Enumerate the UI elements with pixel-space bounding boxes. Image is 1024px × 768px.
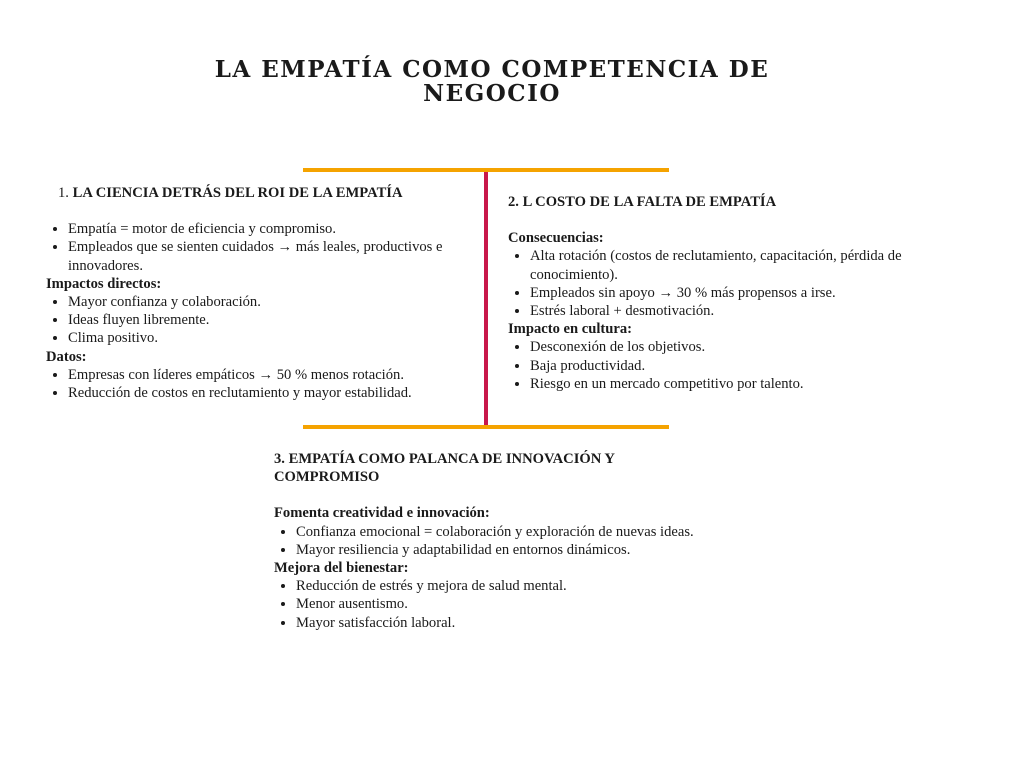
fomenta-list	[274, 523, 694, 559]
section-1-intro-list	[46, 220, 478, 275]
section-2-heading: 2. L COSTO DE LA FALTA DE EMPATÍA	[508, 194, 777, 210]
datos-list	[46, 366, 478, 402]
list-item: • Estrés laboral + desmotivación.	[530, 302, 974, 320]
center-divider-line	[484, 172, 488, 425]
list-item: • Mayor satisfacción laboral.	[296, 614, 694, 632]
bottom-divider-line	[303, 425, 669, 429]
list-item: • Menor ausentismo.	[296, 595, 694, 613]
cultura-label: Impacto en cultura:	[508, 321, 633, 338]
list-item: • Riesgo en un mercado competitivo por talento.	[530, 375, 974, 393]
section-1-title: LA CIENCIA DETRÁS DEL ROI DE LA EMPATÍA	[72, 185, 403, 201]
list-item: • Mayor resiliencia y adaptabilidad en entornos dinámicos.	[296, 541, 694, 559]
list-item: • Mayor confianza y colaboración.	[68, 293, 478, 311]
list-item: • Confianza emocional = colaboración y exploración de nuevas ideas.	[296, 523, 694, 541]
list-item: • Reducción de estrés y mejora de salud mental.	[296, 577, 694, 595]
fomenta-label: Fomenta creatividad e innovación:	[274, 505, 490, 522]
impactos-label: Impactos directos:	[46, 275, 162, 292]
page-title: LA EMPATÍA COMO COMPETENCIA DE NEGOCIO	[214, 56, 770, 107]
list-item: • Empresas con líderes empáticos → 50 % menos rotación.	[68, 366, 478, 384]
section-1-heading	[46, 184, 478, 202]
section-3	[274, 450, 694, 632]
list-item: • Desconexión de los objetivos.	[530, 338, 974, 356]
bienestar-list	[274, 577, 694, 632]
cultura-list	[508, 338, 974, 393]
section-1	[46, 184, 478, 402]
list-item: • Baja productividad.	[530, 357, 974, 375]
datos-label: Datos:	[46, 348, 87, 365]
section-3-heading: 3. EMPATÍA COMO PALANCA DE INNOVACIÓN Y COMPROMISO	[274, 451, 615, 486]
consecuencias-list	[508, 247, 974, 320]
section-1-number: 1.	[58, 185, 69, 201]
list-item: • Alta rotación (costos de reclutamiento, capacitación, pérdida de conocimiento).	[530, 247, 974, 283]
consecuencias-label: Consecuencias:	[508, 230, 604, 247]
list-item: • Clima positivo.	[68, 329, 478, 347]
bienestar-label: Mejora del bienestar:	[274, 560, 409, 577]
section-2	[508, 193, 974, 393]
list-item: • Empleados sin apoyo → 30 % más propensos a irse.	[530, 284, 974, 302]
list-item: • Empatía = motor de eficiencia y compromiso.	[68, 220, 478, 238]
list-item: • Reducción de costos en reclutamiento y mayor estabilidad.	[68, 384, 478, 402]
impactos-list	[46, 293, 478, 348]
list-item: • Ideas fluyen libremente.	[68, 311, 478, 329]
list-item: • Empleados que se sienten cuidados → más leales, productivos e innovadores.	[68, 238, 478, 274]
